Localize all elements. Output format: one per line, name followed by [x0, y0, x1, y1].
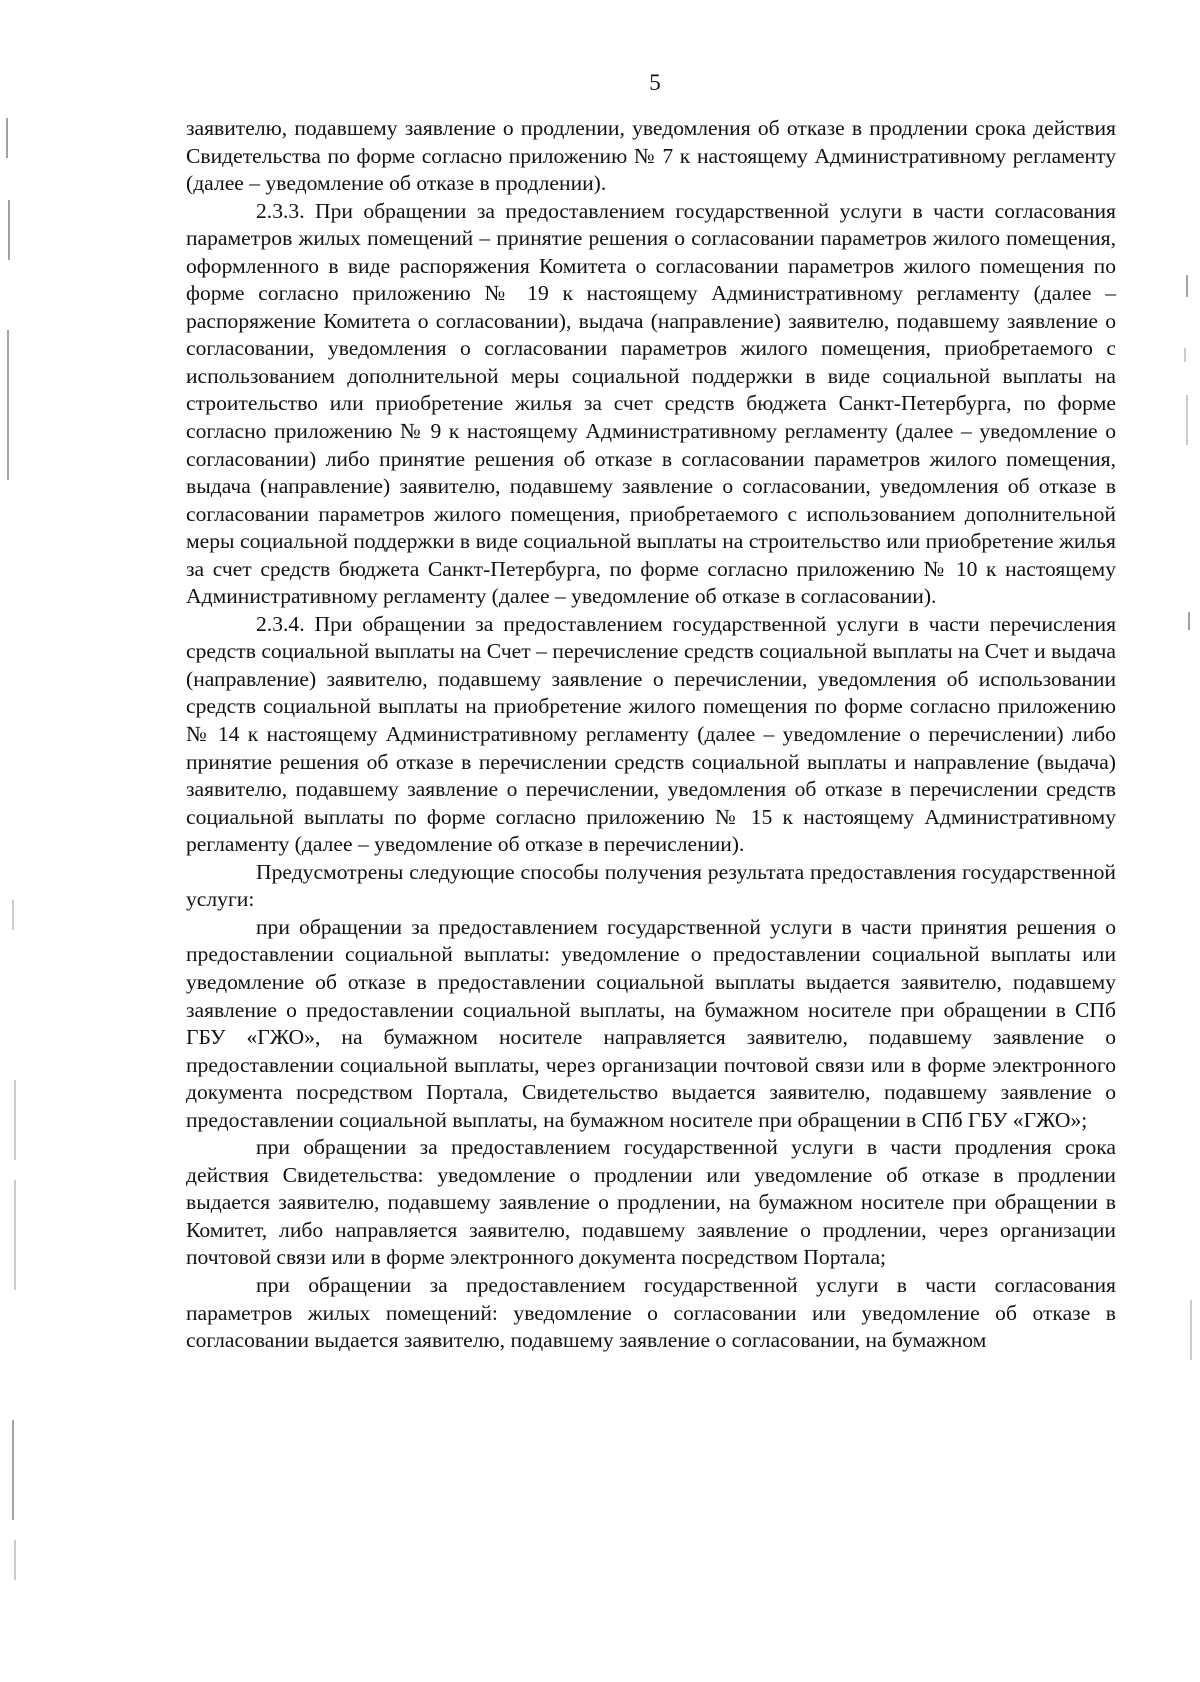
paragraph-2-3-4: 2.3.4. При обращении за предоставлением государственной услуги в части перечисления средств социальной выплаты на Счет – перечисление средств социальной выплаты на Счет и выдача (направление) заявителю, подавшему заявление о перечислении, уведомления об использовании средств социальной выплаты на приобретение жилого помещения по форме согласно приложению № 14 к настоящему Административному регламенту (далее – уведомление о перечислении) либо принятие решения об отказе в перечислении средств социальной выплаты и направление (выдача) заявителю, подавшему заявление о перечислении, уведомления об отказе в перечислении средств социальной выплаты по форме согласно приложению № 15 к настоящему Административному регламенту (далее – уведомление об отказе в перечислении).: [186, 611, 1116, 857]
paragraph-2-3-3: 2.3.3. При обращении за предоставлением государственной услуги в части согласования параметров жилых помещений – принятие решения о согласовании параметров жилого помещения, оформленного в виде распоряжения Комитета о согласовании параметров жилого помещения по форме согласно приложению № 19 к настоящему Административному регламенту (далее – распоряжение Комитета о согласовании), выдача (направление) заявителю, подавшему заявление о согласовании, уведомления о согласовании параметров жилого помещения, приобретаемого с использованием дополнительной меры социальной поддержки в виде социальной выплаты на строительство или приобретение жилья за счет средств бюджета Санкт-Петербурга, по форме согласно приложению № 9 к настоящему Административному регламенту (далее – уведомление о согласовании) либо принятие решения об отказе в согласовании параметров жилого помещения, выдача (направление) заявителю, подавшему заявление о согласовании, уведомления об отказе в согласовании параметров жилого помещения, приобретаемого с использованием дополнительной меры социальной поддержки в виде социальной выплаты на строительство или приобретение жилья за счет средств бюджета Санкт-Петербурга, по форме согласно приложению № 10 к настоящему Административному регламенту (далее – уведомление об отказе в согласовании).: [186, 198, 1116, 609]
paragraph-result-approval: при обращении за предоставлением государственной услуги в части согласования параметров жилых помещений: уведомление о согласовании или уведомление об отказе в согласовании выдается заявителю, подавшему заявление о согласовании, на бумажном: [186, 1272, 1116, 1353]
scan-artifact-right: [1188, 612, 1190, 630]
scan-artifact-left: [14, 1080, 16, 1160]
scan-artifact-left: [14, 1540, 16, 1580]
scan-artifact-left: [8, 200, 10, 260]
scan-artifact-right: [1186, 395, 1188, 445]
paragraph-continuation: заявителю, подавшему заявление о продлении, уведомления об отказе в продлении срока действия Свидетельства по форме согласно приложению № 7 к настоящему Административному регламенту (далее – уведомление об отказе в продлении).: [186, 116, 1116, 196]
scan-artifact-right: [1184, 348, 1186, 362]
scan-artifact-left: [14, 1180, 16, 1290]
paragraph-result-social-payment: при обращении за предоставлением государственной услуги в части принятия решения о предоставлении социальной выплаты: уведомление о предоставлении социальной выплаты или уведомление об отказе в предоставлении социальной выплаты выдается заявителю, подавшему заявление о предоставлении социальной выплаты, на бумажном носителе при обращении в СПб ГБУ «ГЖО», на бумажном носителе направляется заявителю, подавшему заявление о предоставлении социальной выплаты, через организации почтовой связи или в форме электронного документа посредством Портала, Свидетельство выдается заявителю, подавшему заявление о предоставлении социальной выплаты, на бумажном носителе при обращении в СПб ГБУ «ГЖО»;: [186, 914, 1116, 1132]
scan-artifact-left: [12, 900, 14, 930]
page-number: 5: [649, 70, 661, 95]
scan-artifact-left: [12, 1420, 14, 1520]
paragraph-result-extension: при обращении за предоставлением государственной услуги в части продления срока действия Свидетельства: уведомление о продлении или уведомление об отказе в продлении выдается заявителю, подавшему заявление о продлении, на бумажном носителе при обращении в Комитет, либо направляется заявителю, подавшему заявление о продлении, через организации почтовой связи или в форме электронного документа посредством Портала;: [186, 1135, 1116, 1270]
document-body: [186, 115, 1116, 1355]
scan-artifact-left: [7, 330, 9, 480]
scan-artifact-right: [1190, 1300, 1192, 1360]
scan-artifact-left: [6, 118, 8, 158]
scan-artifact-right: [1186, 275, 1188, 297]
paragraph-result-methods-intro: Предусмотрены следующие способы получения результата предоставления государственной услуги:: [186, 859, 1116, 912]
